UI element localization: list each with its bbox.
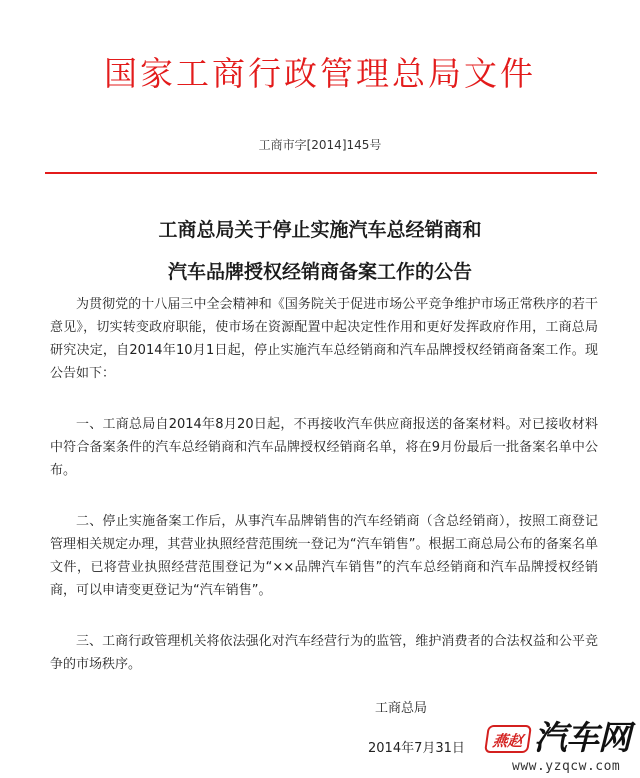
document-number: 工商市字[2014]145号: [258, 138, 382, 152]
watermark-brand: 汽车网: [534, 718, 630, 757]
announcement-title-line-1: 工商总局关于停止实施汽车总经销商和: [158, 219, 482, 241]
document-header-title: 国家工商行政管理总局文件: [104, 54, 536, 93]
issuer-signature: 工商总局: [375, 701, 428, 716]
body-paragraph-item-3: 三、工商行政管理机关将依法强化对汽车经营行为的监管，维护消费者的合法权益和公平竞争的市场秩序。: [50, 634, 598, 672]
body-paragraph-intro: 为贯彻党的十八届三中全会精神和《国务院关于促进市场公平竞争维护市场正常秩序的若干意见》，切实转变政府职能，使市场在资源配置中起决定性作用和更好发挥政府作用，工商总局研究决定，自2014年10月1日起，停止实施汽车总经销商和汽车品牌授权经销商备案工作。现公告如下：: [50, 297, 598, 381]
announcement-title-line-2: 汽车品牌授权经销商备案工作的公告: [167, 261, 472, 283]
issue-date: 2014年7月31日: [368, 741, 465, 756]
site-watermark: [486, 718, 636, 775]
watermark-badge: 燕赵: [484, 725, 532, 753]
red-divider-line: [45, 172, 597, 174]
watermark-url: www.yzqcw.com: [512, 759, 621, 774]
body-paragraph-item-2: 二、停止实施备案工作后，从事汽车品牌销售的汽车经销商（含总经销商），按照工商登记管理相关规定办理，其营业执照经营范围统一登记为“汽车销售”。根据工商总局公布的备案名单文件，已将营业执照经营范围登记为“××品牌汽车销售”的汽车总经销商和汽车品牌授权经销商，可以申请变更登记为“汽车销售”。: [50, 514, 598, 598]
body-paragraph-item-1: 一、工商总局自2014年8月20日起，不再接收汽车供应商报送的备案材料。对已接收材料中符合备案条件的汽车总经销商和汽车品牌授权经销商名单，将在9月份最后一批备案名单中公布。: [50, 417, 598, 478]
